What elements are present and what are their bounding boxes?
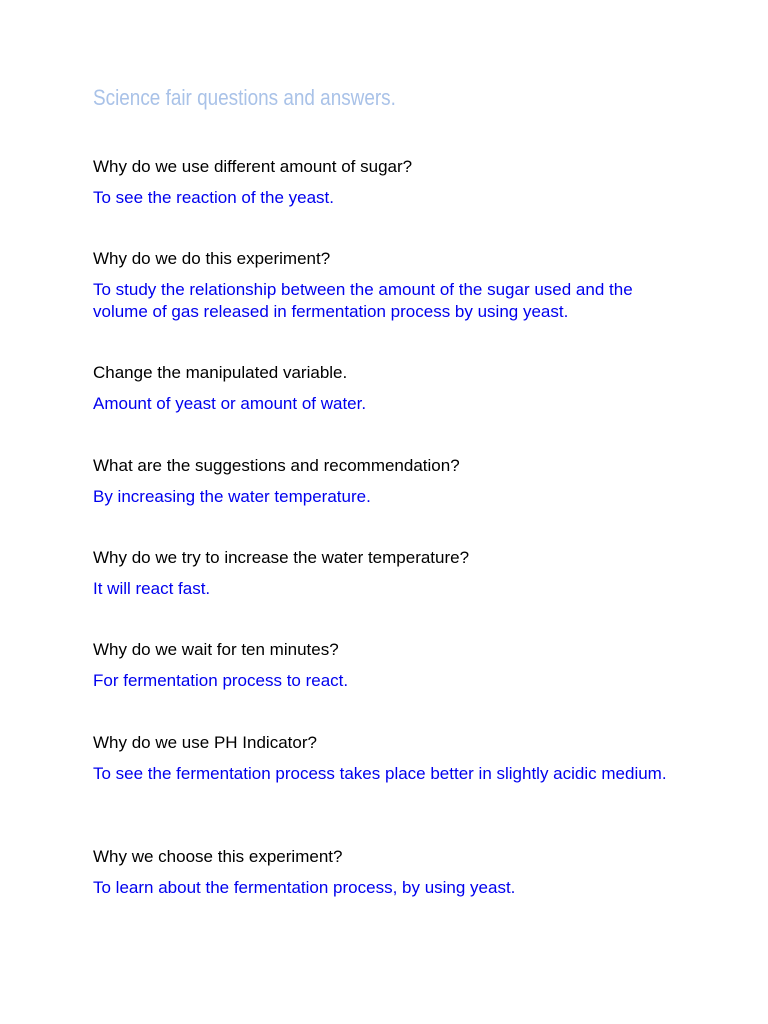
answer-text: To learn about the fermentation process, by using yeast. — [93, 878, 516, 897]
question-text: Why do we try to increase the water temperature? — [93, 548, 470, 567]
qa-item-3 — [93, 362, 683, 415]
answer-text: To see the fermentation process takes place better in slightly acidic medium. — [93, 764, 667, 783]
question-text: What are the suggestions and recommendation? — [93, 456, 460, 475]
question-text: Why do we use different amount of sugar? — [93, 157, 413, 176]
answer-text: For fermentation process to react. — [93, 671, 349, 690]
qa-item-8 — [93, 846, 683, 899]
question-text: Why we choose this experiment? — [93, 847, 343, 866]
answer-text: Amount of yeast or amount of water. — [93, 394, 367, 413]
qa-item-7 — [93, 732, 683, 785]
answer-text: It will react fast. — [93, 579, 211, 598]
qa-item-1 — [93, 156, 683, 209]
answer-text: To study the relationship between the amount of the sugar used and the volume of gas released in fermentation process by using yeast. — [93, 280, 633, 321]
qa-item-4 — [93, 455, 683, 508]
answer-text: To see the reaction of the yeast. — [93, 188, 334, 207]
answer-text: By increasing the water temperature. — [93, 487, 371, 506]
question-text: Why do we use PH Indicator? — [93, 733, 317, 752]
qa-item-2 — [93, 248, 683, 323]
question-text: Change the manipulated variable. — [93, 363, 348, 382]
qa-item-6 — [93, 639, 683, 692]
qa-item-5 — [93, 547, 683, 600]
question-text: Why do we do this experiment? — [93, 249, 331, 268]
question-text: Why do we wait for ten minutes? — [93, 640, 339, 659]
document-title: Science fair questions and answers. — [93, 85, 396, 110]
